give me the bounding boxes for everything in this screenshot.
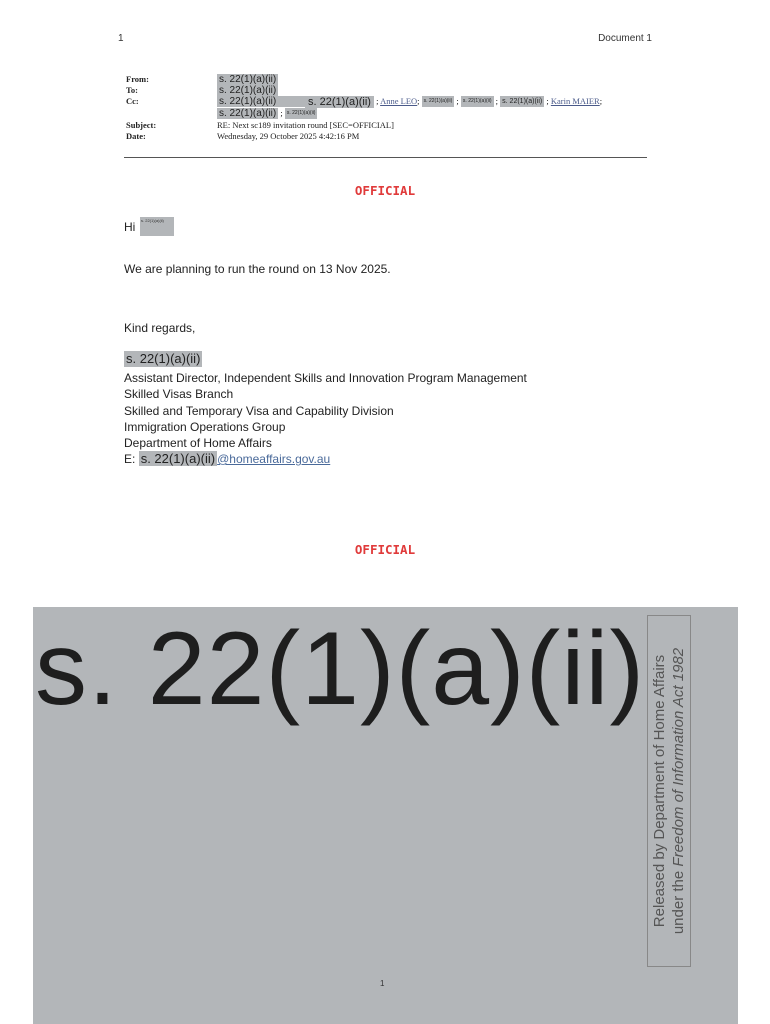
classification-top: OFFICIAL bbox=[354, 183, 416, 198]
cc-redaction-3: s. 22(1)(a)(ii) bbox=[422, 96, 455, 107]
email-prefix: E: bbox=[124, 452, 136, 466]
signature-name-redaction: s. 22(1)(a)(ii) bbox=[126, 351, 201, 366]
document-title: Document 1 bbox=[598, 33, 652, 44]
subject-label: Subject: bbox=[126, 120, 157, 130]
cc-redaction-2: s. 22(1)(a)(ii) bbox=[305, 96, 374, 108]
to-label: To: bbox=[126, 85, 138, 95]
date-value: Wednesday, 29 October 2025 4:42:16 PM bbox=[217, 131, 360, 141]
cc-redaction-7: s. 22(1)(a)(ii) bbox=[285, 108, 318, 119]
stamp-line-2: under the Freedom of Information Act 1982 bbox=[670, 647, 687, 935]
large-redaction-block bbox=[33, 607, 738, 1024]
cc-redaction-5: s. 22(1)(a)(ii) bbox=[502, 98, 543, 105]
header-divider bbox=[124, 157, 647, 158]
large-redaction-text: s. 22(1)(a)(ii) bbox=[35, 611, 646, 727]
signature-title: Assistant Director, Independent Skills and Innovation Program Management bbox=[124, 371, 527, 385]
cc-karin-maier-link[interactable]: Karin MAIER bbox=[550, 96, 600, 106]
email-redaction: s. 22(1)(a)(ii) bbox=[140, 451, 216, 466]
classification-bottom: OFFICIAL bbox=[354, 542, 416, 557]
signature-branch: Skilled Visas Branch bbox=[124, 387, 234, 401]
date-label: Date: bbox=[126, 131, 146, 141]
message-text: We are planning to run the round on 13 Nov 2025. bbox=[124, 262, 391, 276]
cc-redaction-4: s. 22(1)(a)(ii) bbox=[461, 96, 494, 107]
page-number: 1 bbox=[118, 33, 124, 44]
cc-redaction-1: s. 22(1)(a)(ii) bbox=[217, 96, 305, 107]
subject-value: RE: Next sc189 invitation round [SEC=OFFICIAL] bbox=[217, 120, 394, 130]
signature-group: Immigration Operations Group bbox=[124, 420, 286, 434]
from-label: From: bbox=[126, 74, 149, 84]
greeting-redaction: s. 22(1)(a)(ii) bbox=[140, 217, 174, 236]
closing-text: Kind regards, bbox=[124, 321, 196, 335]
signature-division: Skilled and Temporary Visa and Capability Division bbox=[124, 404, 394, 418]
greeting: Hi bbox=[124, 220, 136, 234]
cc-anne-leo-link[interactable]: Anne LEO bbox=[380, 96, 418, 106]
foi-release-stamp bbox=[647, 615, 691, 967]
cc-label: Cc: bbox=[126, 96, 139, 106]
signature-email bbox=[124, 451, 330, 466]
footer-page-number: 1 bbox=[380, 979, 385, 988]
stamp-line-1: Released by Department of Home Affairs bbox=[651, 654, 668, 928]
cc-redaction-6: s. 22(1)(a)(ii) bbox=[219, 108, 277, 119]
signature-department: Department of Home Affairs bbox=[124, 436, 272, 450]
from-redaction: s. 22(1)(a)(ii) bbox=[219, 74, 277, 85]
email-domain-link[interactable]: @homeaffairs.gov.au bbox=[217, 452, 331, 466]
to-redaction: s. 22(1)(a)(ii) bbox=[219, 85, 277, 96]
